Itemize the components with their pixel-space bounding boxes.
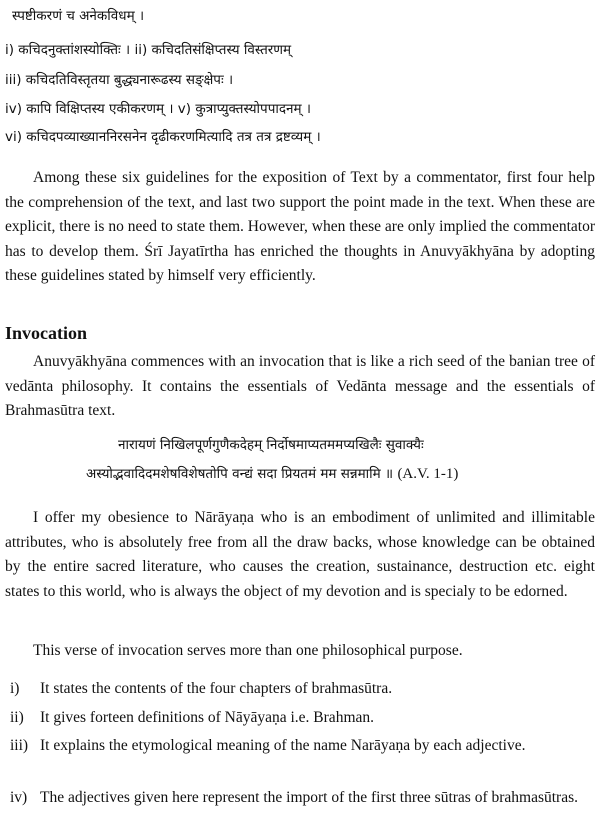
list-item-text: It gives forteen definitions of Nāyāyaṇa i.e. Brahman. — [40, 709, 374, 726]
list-item-number: i) — [10, 680, 20, 697]
guideline-line-4: vi) कचिदपव्याख्याननिरसनेन दृढीकरणमित्यादि तत्र तत्र द्रष्टव्यम् । — [5, 129, 321, 145]
paragraph-translation: I offer my obesience to Nārāyaṇa who is an embodiment of unlimited and illimitable attributes, who is absolutely free from all the draw backs, whose knowledge can be obtained by the entire sacred literature, who causes the creation, sustainance, destruction etc. eight states to this world, who is always the object of my devotion and is specialy to be edorned. — [5, 509, 595, 600]
guideline-line-3: iv) कापि विक्षिप्तस्य एकीकरणम् । v) कुत्राप्युक्तस्योपपादनम् । — [5, 101, 312, 117]
list-item-number: iv) — [10, 789, 28, 806]
list-item-number: iii) — [10, 737, 29, 754]
paragraph-guidelines-summary: Among these six guidelines for the exposition of Text by a commentator, first four help the comprehension of the text, and last two support the point made in the text. When these are explicit, there is no need to state them. However, when these are only implied the commentator has to develop them. Śrī Jayatīrtha has enriched the thoughts in Anuvyākhyāna by adopting these guidelines stated by himself very efficiently. — [5, 169, 595, 284]
verse-line-2 — [86, 463, 458, 485]
verse-reference: (A.V. 1-1) — [397, 466, 459, 482]
guideline-line-1: i) कचिदनुक्तांशस्योक्तिः । ii) कचिदतिसंक्षिप्तस्य विस्तरणम् — [5, 42, 292, 58]
list-item-text: It states the contents of the four chapters of brahmasūtra. — [40, 680, 393, 697]
paragraph-invocation-intro: Anuvyākhyāna commences with an invocation that is like a rich seed of the banian tree of vedānta philosophy. It contains the essentials of Vedānta message and the essentials of Brahmasūtra text. — [5, 353, 595, 419]
intro-sanskrit-line: स्पष्टीकरणं च अनेकविधम् । — [12, 8, 145, 24]
guideline-line-2: iii) कचिदतिविस्तृतया बुद्ध्यनारूढस्य सङ्क्षेपः । — [5, 72, 234, 88]
verse-line-1: नारायणं निखिलपूर्णगुणैकदेहम् निर्दोषमाप्यतममप्यखिलैः सुवाक्यैः — [118, 437, 424, 453]
list-item-text: The adjectives given here represent the import of the first three sūtras of brahmasūtras. — [40, 789, 578, 806]
verse-line-2-text: अस्योद्भवादिदमशेषविशेषतोपि वन्द्यं सदा प्रियतमं मम सन्नमामि ॥ — [86, 466, 394, 482]
section-heading-invocation: Invocation — [5, 323, 88, 343]
list-item-number: ii) — [10, 709, 24, 726]
paragraph-purpose-intro: This verse of invocation serves more than one philosophical purpose. — [33, 642, 463, 659]
list-item-text: It explains the etymological meaning of the name Narāyaṇa by each adjective. — [40, 737, 526, 754]
